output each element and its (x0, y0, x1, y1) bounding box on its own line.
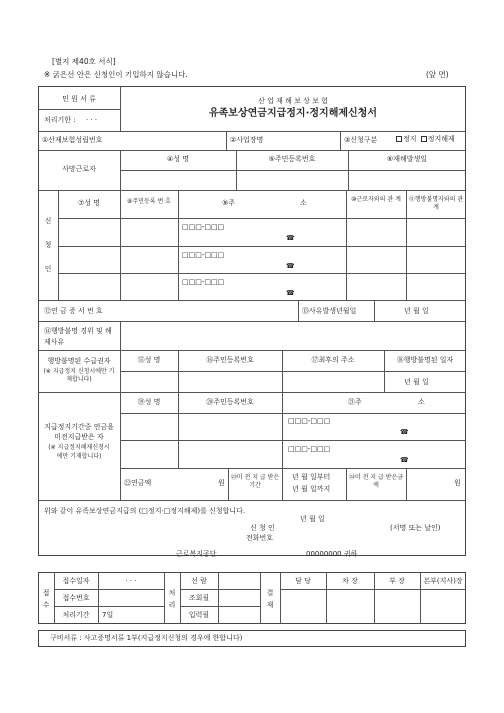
stopped-postal-code-2: □□□-□□□ (288, 445, 331, 453)
workplace-name-label: ②사업장명 (230, 136, 264, 144)
stopped-name-label: ⑲성 명 (137, 398, 161, 406)
applicant-phone-icon-3: ☎ (286, 289, 295, 297)
relation-to-worker-label: ⑩근로자와의 관 계 (351, 196, 401, 203)
process-side-char-1: 처 (168, 589, 176, 597)
review-label: 선 람 (191, 577, 207, 585)
approval-role-head: 본부(지사)장 (423, 577, 463, 585)
missing-recipient-rrn-label: ⑯주민등록번호 (206, 356, 254, 364)
applicant-address-label-left: ⑨주 (222, 199, 236, 207)
insurance-registration-number-label: ①산재보험성립번호 (42, 136, 103, 144)
civil-document-label: 민 원 서 류 (62, 95, 96, 103)
stop-option-label: 정지 (403, 135, 417, 143)
receipt-date-value: · · · (125, 577, 137, 585)
stopped-label-2: 미전지급받은 자 (54, 433, 104, 441)
applicant-postal-code-2: □□□-□□□ (182, 251, 225, 259)
pension-certificate-number-label: ⑫연 금 증 서 번 호 (44, 307, 103, 315)
disaster-date-label: ⑥재해발생일 (386, 155, 428, 163)
relation-to-missing-label: ⑪행방불명자와의 관계 (408, 196, 464, 211)
statement-date: 년 월 일 (300, 515, 325, 523)
approval-side-char-2: 재 (266, 601, 274, 609)
pension-amount-unit: 원 (218, 479, 225, 487)
stopped-label-3: (※ 지급정지해제신청시 (48, 444, 110, 451)
applicant-name-label: ⑦성 명 (77, 199, 101, 207)
applicant-side-char-1: 신 (44, 217, 52, 225)
applicant-phone-icon-1: ☎ (286, 234, 295, 242)
stopped-rrn-label: ⑳주민등록번호 (206, 398, 254, 406)
receipt-side-char-1: 접 (42, 589, 50, 597)
stopped-phone-icon-1: ☎ (400, 428, 409, 436)
process-side-char-2: 리 (168, 601, 176, 609)
stopped-address-label-left: ㉑주 (348, 398, 362, 406)
missing-circumstance-label: ⑭행방불명 경위 및 해제사유 (44, 327, 112, 346)
applicant-phone-icon-2: ☎ (286, 262, 295, 270)
reason-date-ymd: 년 월 일 (404, 307, 429, 315)
unpaid-period-to: 년 월 일까지 (292, 485, 331, 493)
missing-recipient-label: 행방불명된 수급권자 (47, 357, 111, 365)
stop-checkbox[interactable] (396, 136, 402, 142)
insurance-agency: 산 업 재 해 보 상 보 험 (258, 97, 328, 105)
approval-role-staff: 담 당 (295, 577, 311, 585)
receipt-number-label: 접수번호 (62, 594, 90, 602)
form-title: 유족보상연금지급정지·정지해제신청서 (208, 108, 378, 119)
applicant-side-char-3: 인 (44, 265, 52, 273)
unpaid-period-from: 년 월 일부터 (292, 473, 331, 481)
deadline-value: · · · (86, 116, 98, 124)
approval-role-manager: 부 장 (389, 577, 405, 585)
processing-period-value: 7일 (102, 611, 114, 619)
missing-recipient-note: (※ 지급정지 신청시에만 기재합니다) (43, 368, 115, 384)
deceased-worker-label: 사망근로자 (62, 165, 96, 173)
missing-recipient-last-address-label: ⑰최후의 주소 (311, 356, 355, 364)
stopped-phone-icon-2: ☎ (400, 456, 409, 464)
missing-date-label: ⑱행방불명된 일자 (396, 356, 454, 364)
application-type-label: ③신청구분 (344, 136, 378, 144)
approval-side-char-1: 결 (266, 589, 274, 597)
front-side-label: (앞 면) (426, 70, 449, 79)
applicant-postal-code-3: □□□-□□□ (182, 278, 225, 286)
receipt-side-char-2: 수 (42, 601, 50, 609)
recipient-agency: 근로복지공단 (176, 550, 217, 558)
applicant-rrn-label: ⑧주민등록 번 호 (127, 198, 171, 205)
input-label: 입력필 (188, 611, 210, 619)
applicant-phone-label: 전화번호 (246, 534, 274, 542)
release-option-label: 정지해제 (427, 135, 455, 143)
stopped-address-label-right: 소 (418, 398, 425, 406)
deadline-label: 처리기한 : (44, 116, 76, 124)
stopped-postal-code-1: □□□-□□□ (288, 417, 331, 425)
missing-date-ymd: 년 월 일 (404, 378, 429, 386)
required-documents: 구비서류 : 사고증명서류 1부(지급정지신청의 경우에 한합니다) (50, 634, 243, 642)
applicant-sign-label: 신 청 인 (250, 524, 275, 532)
form-number: [별지 제40호 서식] (52, 57, 116, 66)
release-checkbox[interactable] (421, 136, 427, 142)
verification-label: 조회필 (188, 594, 210, 602)
receipt-date-label: 접수일자 (62, 577, 90, 585)
unpaid-amount-unit: 원 (454, 479, 461, 487)
processing-period-label: 처리기간 (62, 611, 90, 619)
applicant-address-label-right: 소 (300, 199, 307, 207)
approval-role-deputy: 차 장 (342, 577, 358, 585)
instruction-note: ※ 굵은선 안은 신청인이 기입하지 않습니다. (44, 70, 188, 79)
deceased-rrn-label: ⑤주민등록번호 (268, 155, 316, 163)
pension-amount-label: ㉒연금액 (124, 479, 152, 487)
recipient-branch: 00000000 귀하 (306, 550, 358, 558)
applicant-side-char-2: 청 (44, 241, 52, 249)
signature-note: (서명 또는 날인) (390, 524, 441, 532)
application-type-options (396, 136, 455, 143)
reason-date-label: ⑬사유발생년월일 (302, 307, 357, 315)
deceased-name-label: ④성 명 (166, 155, 190, 163)
unpaid-period-label: ㉓미 전 지 급 받은기간 (230, 474, 280, 490)
missing-recipient-name-label: ⑮성 명 (137, 356, 161, 364)
unpaid-amount-label: ㉔미 전 지 급 받은금액 (348, 474, 404, 490)
applicant-postal-code-1: □□□-□□□ (182, 223, 225, 231)
application-statement: 위와 같이 유족보상연금지급의 (□정지·□정지해제)를 신청합니다. (44, 507, 246, 515)
stopped-label-4: 에만 기재합니다) (56, 453, 102, 460)
stopped-label-1: 지급정지기간중 연금을 (44, 423, 114, 431)
